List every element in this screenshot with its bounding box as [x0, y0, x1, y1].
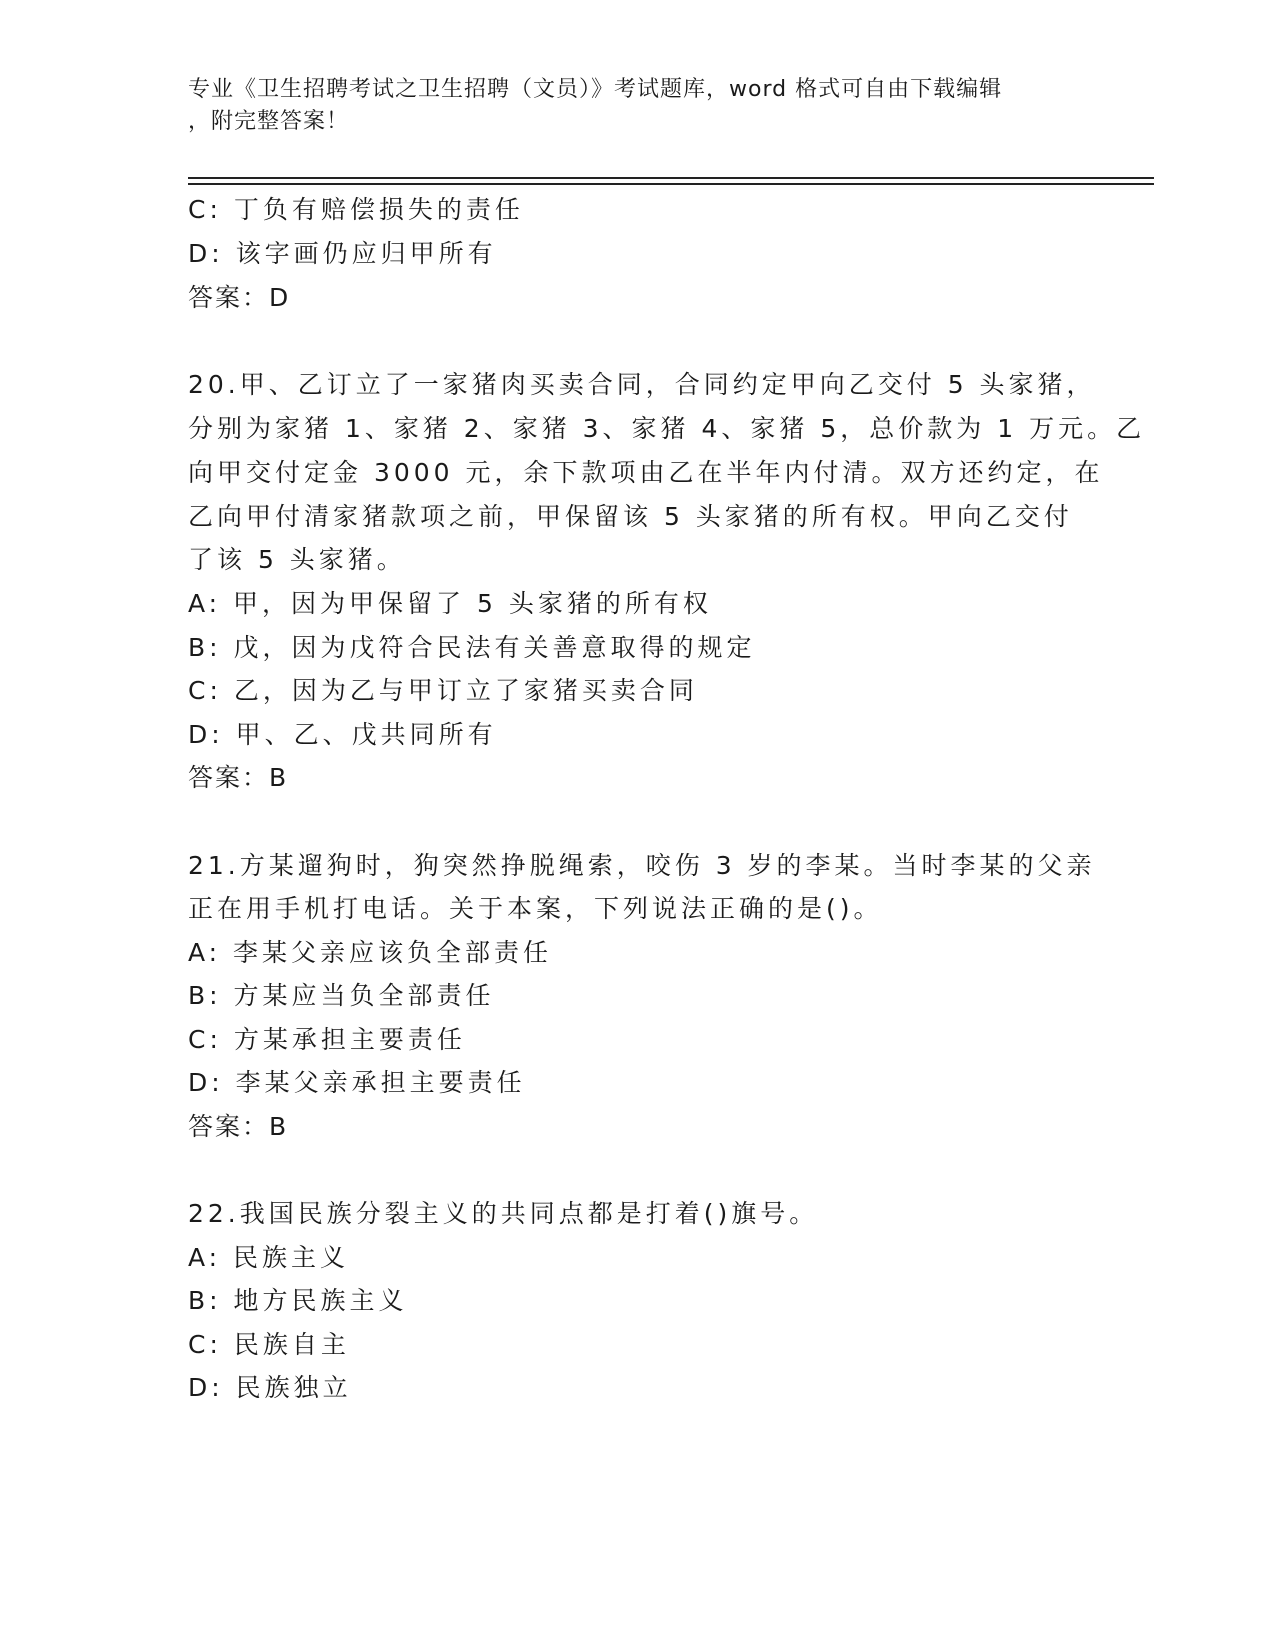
- q22-option-c: C: 民族自主: [188, 1330, 350, 1359]
- q19-answer: 答案：D: [188, 283, 291, 312]
- q22-option-a: A: 民族主义: [188, 1243, 350, 1272]
- q22-stem-line-1: 22.我国民族分裂主义的共同点都是打着()旗号。: [188, 1199, 819, 1228]
- q22-option-d: D: 民族独立: [188, 1373, 352, 1402]
- q20-stem-line-3: 向甲交付定金 3000 元，余下款项由乙在半年内付清。双方还约定，在: [188, 458, 1104, 487]
- q20-stem-line-2: 分别为家猪 1、家猪 2、家猪 3、家猪 4、家猪 5，总价款为 1 万元。乙: [188, 414, 1146, 443]
- q21-option-b: B: 方某应当负全部责任: [188, 981, 495, 1010]
- q21-option-c: C: 方某承担主要责任: [188, 1025, 466, 1054]
- document-header: [188, 74, 1068, 138]
- q19-option-c: C: 丁负有赔偿损失的责任: [188, 195, 524, 224]
- q20-option-d: D: 甲、乙、戊共同所有: [188, 720, 497, 749]
- q20-option-b: B: 戊，因为戊符合民法有关善意取得的规定: [188, 633, 756, 662]
- q20-option-a: A: 甲，因为甲保留了 5 头家猪的所有权: [188, 589, 712, 618]
- q21-stem-line-2: 正在用手机打电话。关于本案，下列说法正确的是()。: [188, 894, 883, 923]
- q20-option-c: C: 乙，因为乙与甲订立了家猪买卖合同: [188, 676, 698, 705]
- q21-option-d: D: 李某父亲承担主要责任: [188, 1068, 526, 1097]
- header-rule-bottom: [188, 183, 1154, 185]
- header-rule-top: [188, 177, 1154, 179]
- q21-option-a: A: 李某父亲应该负全部责任: [188, 938, 553, 967]
- q20-answer: 答案：B: [188, 763, 289, 792]
- header-line-1: 专业《卫生招聘考试之卫生招聘（文员）》考试题库，word 格式可自由下载编辑: [188, 77, 1003, 102]
- q21-stem-line-1: 21.方某遛狗时，狗突然挣脱绳索，咬伤 3 岁的李某。当时李某的父亲: [188, 851, 1096, 880]
- q21-answer: 答案：B: [188, 1112, 289, 1141]
- header-line-2: ，附完整答案！: [188, 109, 350, 134]
- q20-stem-line-1: 20.甲、乙订立了一家猪肉买卖合同，合同约定甲向乙交付 5 头家猪，: [188, 370, 1096, 399]
- q22-option-b: B: 地方民族主义: [188, 1286, 408, 1315]
- q19-option-d: D: 该字画仍应归甲所有: [188, 239, 497, 268]
- q20-stem-line-4: 乙向甲付清家猪款项之前，甲保留该 5 头家猪的所有权。甲向乙交付: [188, 502, 1073, 531]
- q20-stem-line-5: 了该 5 头家猪。: [188, 545, 406, 574]
